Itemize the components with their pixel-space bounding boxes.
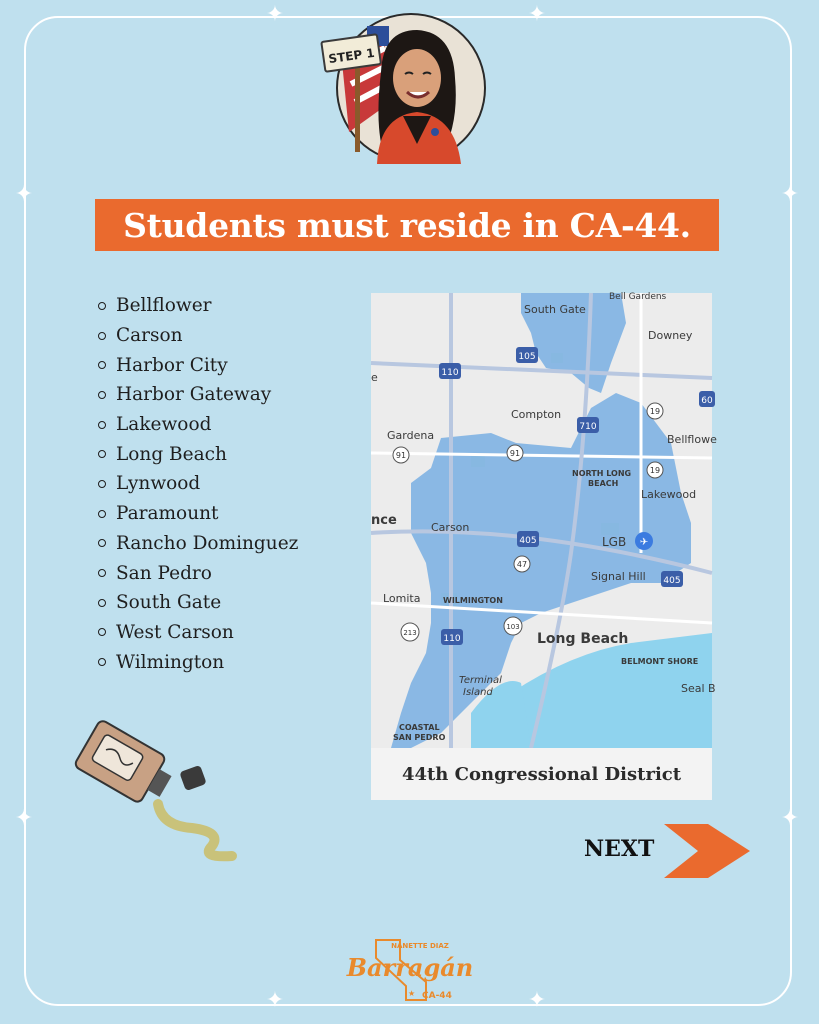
airport-icon [635,532,653,550]
route-shield-icon [393,447,409,463]
highway-shield-icon [661,571,683,587]
highway-shield-icon [699,391,715,407]
bullet-icon [98,302,106,310]
map-label: Gardena [387,429,435,442]
title-banner [95,199,719,251]
map-image [371,292,717,748]
city-name: Rancho Dominguez [116,532,299,554]
city-name: South Gate [116,592,222,614]
sparkle-icon: ✦ [14,182,34,207]
bullet-icon [98,480,106,488]
map-label: Island [463,687,493,698]
sparkle-icon: ✦ [265,2,285,27]
map-label: Signal Hill [591,570,646,583]
city-list-item [98,350,298,380]
map-label: Compton [511,408,562,421]
svg-text:710: 710 [579,422,597,432]
city-list-item [98,647,298,677]
city-list-item [98,499,298,529]
map-label: LGB [602,535,627,549]
map-label: Lomita [383,592,421,605]
sparkle-icon: ✦ [527,2,547,27]
route-shield-icon [507,445,523,461]
map-label: nce [371,513,397,528]
city-name: San Pedro [116,562,212,584]
logo-top-text: NANETTE DIAZ [391,942,449,950]
bullet-icon [98,569,106,577]
route-shield-icon [514,556,530,572]
page-title: Students must reside in CA-44. [123,205,691,245]
city-name: Bellflower [116,295,212,317]
svg-text:405: 405 [663,576,681,586]
sparkle-icon: ✦ [780,182,800,207]
svg-text:47: 47 [516,560,528,569]
route-shield-icon [504,617,522,635]
bullet-icon [98,539,106,547]
city-list-item [98,380,298,410]
city-list-item [98,618,298,648]
city-list [98,291,298,677]
map-label: SAN PEDRO [393,733,446,742]
map-label: Lakewood [641,488,697,501]
arrow-right-icon [664,824,750,878]
bullet-icon [98,658,106,666]
bullet-icon [98,599,106,607]
sparkle-icon: ✦ [527,988,547,1013]
sparkle-icon: ✦ [14,806,34,831]
bullet-icon [98,361,106,369]
svg-text:✈: ✈ [639,537,649,548]
map-label: WILMINGTON [443,596,503,605]
map-label: e [371,371,378,384]
svg-text:19: 19 [649,407,661,416]
city-name: Paramount [116,503,219,525]
map-label: Long Beach [537,631,629,647]
city-name: Lakewood [116,414,212,436]
sign-text: STEP 1 [327,45,376,67]
logo-name: Barragán [346,953,474,982]
city-name: Harbor Gateway [116,384,272,406]
bullet-icon [98,628,106,636]
map-caption: 44th Congressional District [371,748,712,800]
sparkle-icon: ✦ [780,806,800,831]
map-label: Terminal [459,675,502,686]
paint-tube-icon [72,716,242,860]
svg-text:★: ★ [408,989,416,998]
highway-shield-icon [439,363,461,379]
route-shield-icon [401,623,419,641]
map-label: Bellflowe [667,433,717,446]
svg-text:405: 405 [519,536,537,546]
svg-text:105: 105 [518,352,536,362]
campaign-logo [348,934,472,1006]
route-shield-icon [647,462,663,478]
map-label: South Gate [524,303,586,316]
svg-text:110: 110 [441,368,459,378]
city-list-item [98,321,298,351]
map-label: NORTH LONG [572,469,632,478]
svg-text:110: 110 [443,634,461,644]
highway-shield-icon [517,531,539,547]
map-label: Downey [648,329,693,342]
city-list-item [98,469,298,499]
next-label: NEXT [584,836,655,862]
bullet-icon [98,421,106,429]
route-shield-icon [647,403,663,419]
map-label: BEACH [588,479,619,488]
sparkle-icon: ✦ [265,988,285,1013]
map-label: BELMONT SHORE [621,657,699,666]
city-name: West Carson [116,621,234,643]
svg-text:60: 60 [701,396,713,406]
svg-text:213: 213 [403,629,417,637]
city-list-item [98,410,298,440]
map-label: Seal B [681,682,716,695]
bullet-icon [98,510,106,518]
city-list-item [98,291,298,321]
highway-shield-icon [516,347,538,363]
bullet-icon [98,391,106,399]
map-label: COASTAL [399,723,440,732]
district-map [371,292,717,800]
city-name: Long Beach [116,443,227,465]
svg-text:91: 91 [509,449,521,458]
city-name: Lynwood [116,473,201,495]
svg-text:91: 91 [395,451,407,460]
city-name: Wilmington [116,651,225,673]
map-label: Bell Gardens [609,292,667,302]
city-name: Harbor City [116,354,228,376]
city-list-item [98,439,298,469]
highway-shield-icon [577,417,599,433]
city-name: Carson [116,325,183,347]
svg-text:103: 103 [506,623,520,631]
bullet-icon [98,450,106,458]
map-label: Carson [431,521,470,534]
city-list-item [98,529,298,559]
highway-shield-icon [441,629,463,645]
avatar [327,12,491,164]
bullet-icon [98,332,106,340]
next-button[interactable] [584,824,752,878]
city-list-item [98,588,298,618]
city-list-item [98,558,298,588]
logo-district: CA-44 [422,991,452,1001]
svg-text:19: 19 [649,466,661,475]
